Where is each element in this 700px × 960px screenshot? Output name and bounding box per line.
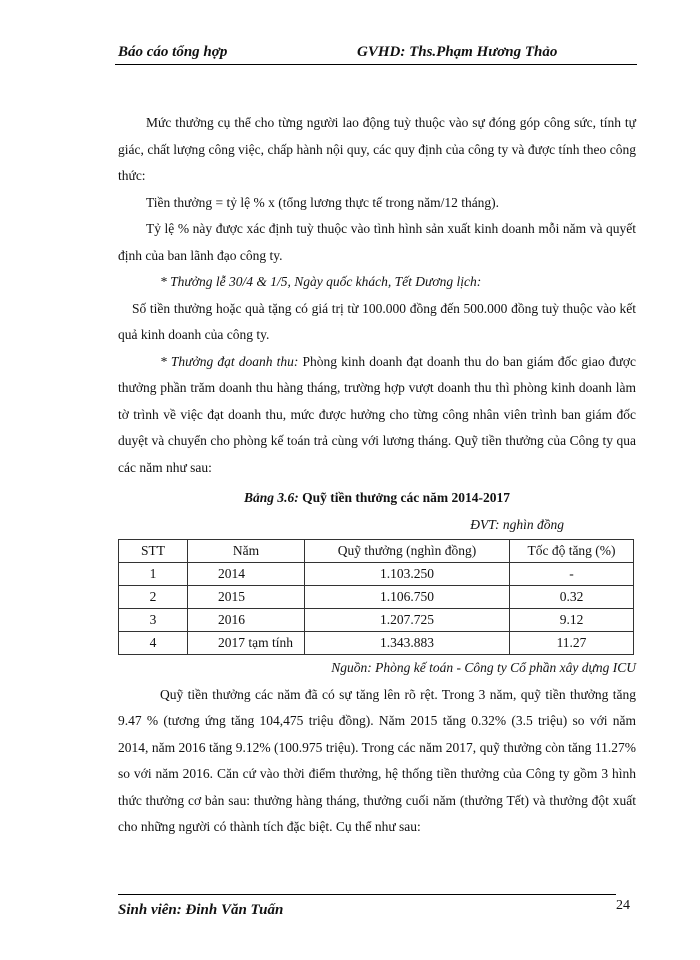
footer-divider: [118, 894, 616, 895]
header-advisor: GVHD: Ths.Phạm Hương Thảo: [357, 44, 558, 60]
cell-growth-rate: 0.32: [510, 586, 634, 609]
page-number: 24: [616, 898, 630, 913]
header-divider: [115, 64, 637, 65]
footer-student: Sinh viên: Đinh Văn Tuấn: [118, 902, 284, 918]
header-report-title: Báo cáo tổng hợp: [118, 44, 228, 60]
paragraph-analysis: Quỹ tiền thưởng các năm đã có sự tăng lên rõ rệt. Trong 3 năm, quỹ tiền thưởng tăng 9.47 % (tương ứng tăng 104,475 triệu đồng). Năm 2015 tăng 0.32% (3.5 triệu) so với năm 2014, năm 2016 tăng 9.12% (100.975 triệu). Trong các năm 2017, quỹ thưởng còn tăng 11.27% so với năm 2016. Căn cứ vào thời điểm thưởng, hệ thống tiền thưởng của Công ty gồm 3 hình thức thưởng cơ bản sau: thưởng hàng tháng, thưởng cuối năm (thưởng Tết) và thưởng đột xuất cho những người có thành tích đặc biệt. Cụ thể như sau:: [118, 686, 636, 834]
cell-stt: 1: [119, 563, 188, 586]
table-unit: ĐVT: nghìn đồng: [470, 516, 564, 532]
paragraph-revenue-bonus: [118, 349, 636, 482]
paragraph-holiday-heading: * Thưởng lễ 30/4 & 1/5, Ngày quốc khách, Tết Dương lịch:: [160, 274, 482, 289]
paragraph-holiday-amount: Số tiền thưởng hoặc quà tặng có giá trị từ 100.000 đồng đến 500.000 đồng tuỳ thuộc vào kết quả kinh doanh của công ty.: [118, 300, 636, 342]
paragraph-percentage: Tỷ lệ % này được xác định tuỳ thuộc vào tình hình sản xuất kinh doanh mỗi năm và quyết định của ban lãnh đạo công ty.: [118, 221, 636, 263]
cell-stt: 4: [119, 632, 188, 655]
paragraph-bonus-formula: Tiền thưởng = tỷ lệ % x (tổng lương thực tế trong năm/12 tháng).: [146, 194, 500, 210]
table-caption-title: Quỹ tiền thưởng các năm 2014-2017: [298, 490, 511, 505]
table-caption: [118, 485, 636, 512]
table-row: [119, 632, 634, 655]
revenue-bonus-text: Phòng kinh doanh đạt doanh thu do ban giám đốc giao được thưởng phần trăm doanh thu hàng tháng, trường hợp vượt doanh thu thì phòng kinh doanh làm tờ trình về việc đạt doanh thu, mức được hưởng cho từng công nhân viên trình ban giám đốc duyệt và chuyển cho phòng kế toán trả cùng với lương tháng. Quỹ tiền thưởng của Công ty qua các năm như sau:: [118, 353, 636, 475]
header-stt: STT: [119, 540, 188, 563]
cell-growth-rate: 9.12: [510, 609, 634, 632]
revenue-bonus-heading: * Thưởng đạt doanh thu:: [160, 353, 299, 369]
paragraph-bonus-level: Mức thưởng cụ thể cho từng người lao động tuỳ thuộc vào sự đóng góp công sức, tính tự giác, chất lượng công việc, chấp hành nội quy, các quy định của công ty và được tính theo công thức:: [118, 115, 636, 183]
header-bonus-fund: Quỹ thưởng (nghìn đồng): [305, 540, 510, 563]
cell-stt: 3: [119, 609, 188, 632]
cell-bonus-fund: 1.207.725: [305, 609, 510, 632]
table-header-row: [119, 540, 634, 563]
cell-stt: 2: [119, 586, 188, 609]
cell-bonus-fund: 1.103.250: [305, 563, 510, 586]
bonus-fund-table: [118, 539, 634, 655]
cell-bonus-fund: 1.343.883: [305, 632, 510, 655]
table-row: [119, 563, 634, 586]
table-caption-label: Bảng 3.6:: [243, 490, 299, 505]
header-year: Năm: [188, 540, 305, 563]
cell-growth-rate: -: [510, 563, 634, 586]
table-row: [119, 586, 634, 609]
cell-year: 2014: [188, 563, 305, 586]
cell-growth-rate: 11.27: [510, 632, 634, 655]
table-row: [119, 609, 634, 632]
cell-bonus-fund: 1.106.750: [305, 586, 510, 609]
cell-year: 2017 tạm tính: [188, 632, 305, 655]
header-growth-rate: Tốc độ tăng (%): [510, 540, 634, 563]
cell-year: 2015: [188, 586, 305, 609]
cell-year: 2016: [188, 609, 305, 632]
document-body: [118, 110, 636, 841]
table-source: Nguồn: Phòng kế toán - Công ty Cổ phần xây dựng ICU: [331, 660, 636, 675]
